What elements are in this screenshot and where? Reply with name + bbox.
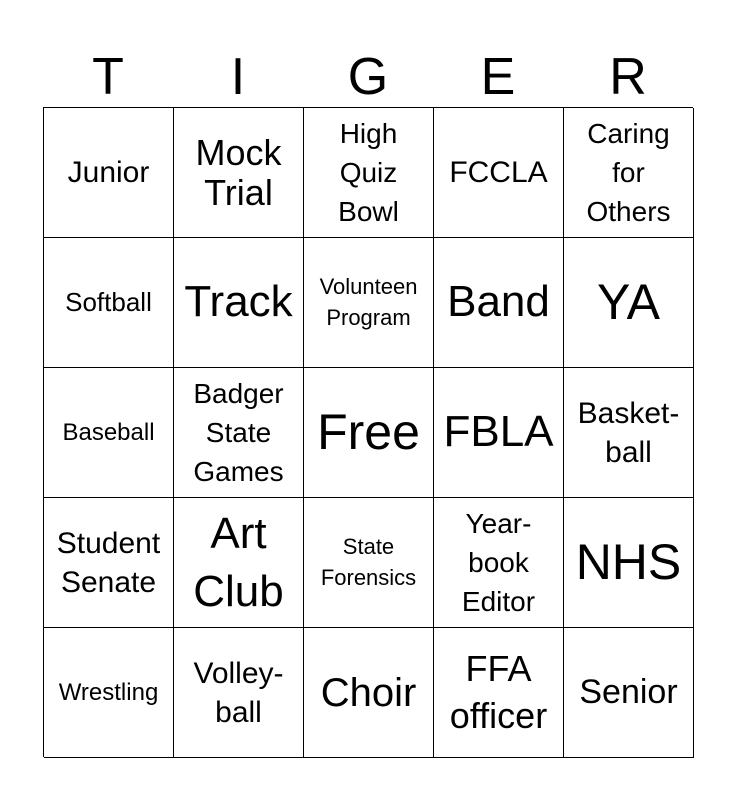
header-letter-g: G <box>347 48 389 106</box>
bingo-cell[interactable]: NHS <box>564 498 694 628</box>
bingo-cell[interactable]: High Quiz Bowl <box>304 108 434 238</box>
bingo-cell[interactable]: Softball <box>44 238 174 368</box>
bingo-cell[interactable]: Junior <box>44 108 174 238</box>
free-space-cell[interactable]: Free <box>304 368 434 498</box>
bingo-board <box>43 107 693 757</box>
bingo-cell[interactable]: Band <box>434 238 564 368</box>
bingo-cell[interactable]: Volley- ball <box>174 628 304 758</box>
header-letter-i: I <box>230 48 246 106</box>
bingo-cell[interactable]: Track <box>174 238 304 368</box>
bingo-cell[interactable]: Choir <box>304 628 434 758</box>
bingo-cell[interactable]: Senior <box>564 628 694 758</box>
bingo-cell[interactable]: State Forensics <box>304 498 434 628</box>
bingo-cell[interactable]: YA <box>564 238 694 368</box>
bingo-cell[interactable]: FCCLA <box>434 108 564 238</box>
bingo-cell[interactable]: Badger State Games <box>174 368 304 498</box>
bingo-cell[interactable]: Mock Trial <box>174 108 304 238</box>
bingo-cell[interactable]: FBLA <box>434 368 564 498</box>
bingo-cell[interactable]: Volunteen Program <box>304 238 434 368</box>
bingo-cell[interactable]: Year- book Editor <box>434 498 564 628</box>
bingo-cell[interactable]: Caring for Others <box>564 108 694 238</box>
bingo-cell[interactable]: Student Senate <box>44 498 174 628</box>
bingo-header <box>43 48 693 106</box>
header-letter-r: R <box>609 48 647 106</box>
header-letter-t: T <box>92 48 124 106</box>
bingo-cell[interactable]: Basket- ball <box>564 368 694 498</box>
bingo-cell[interactable]: FFA officer <box>434 628 564 758</box>
bingo-cell[interactable]: Art Club <box>174 498 304 628</box>
bingo-cell[interactable]: Baseball <box>44 368 174 498</box>
bingo-cell[interactable]: Wrestling <box>44 628 174 758</box>
header-letter-e: E <box>480 48 516 106</box>
